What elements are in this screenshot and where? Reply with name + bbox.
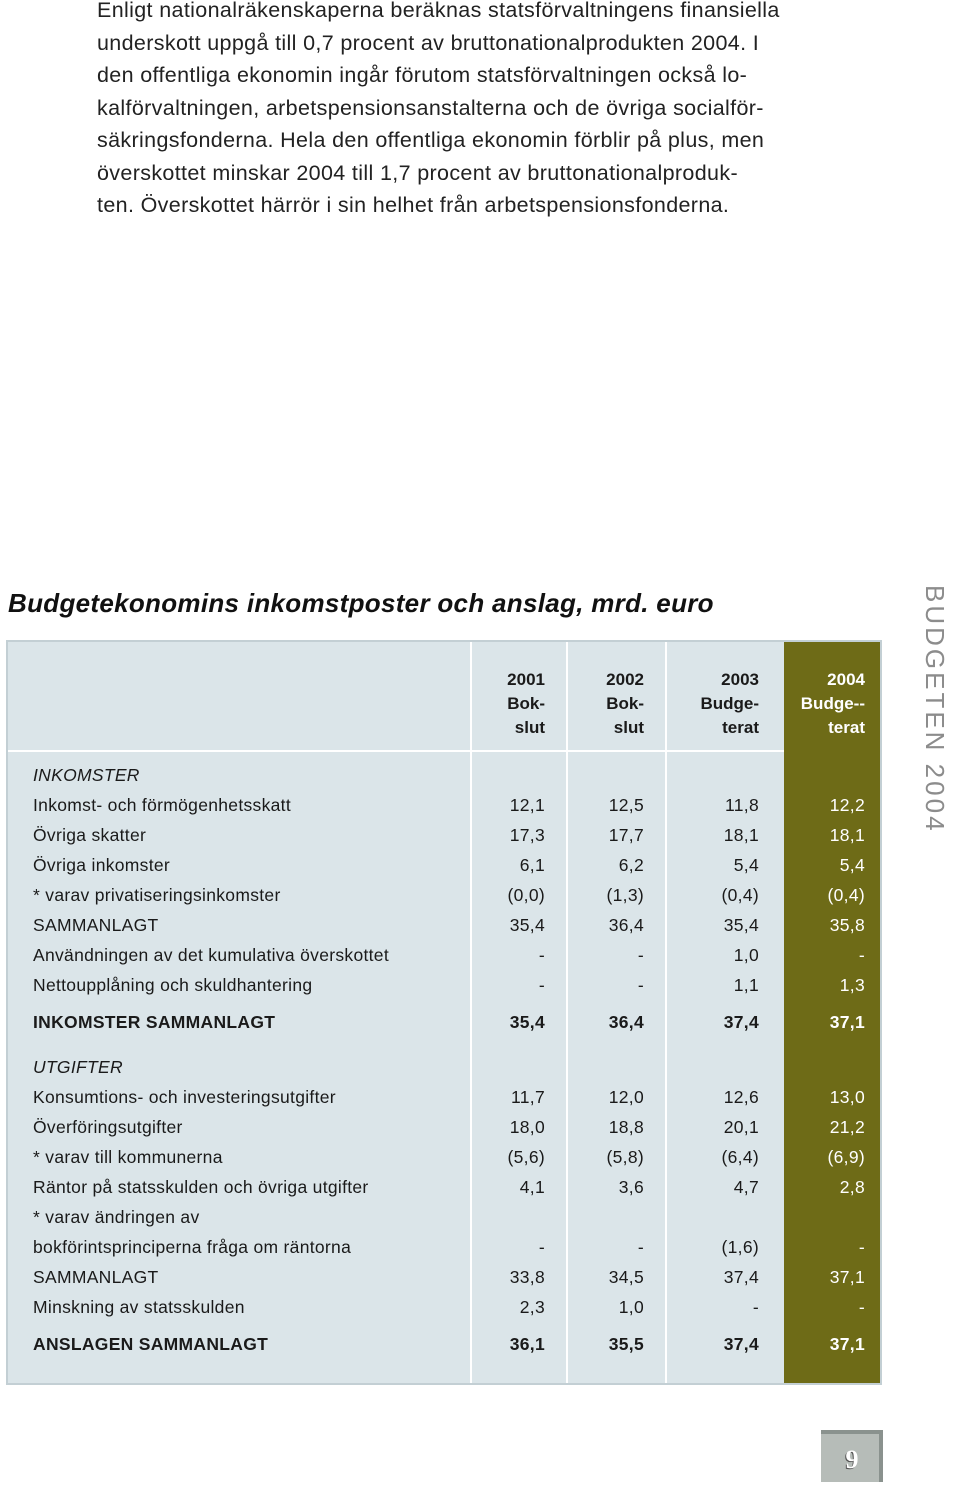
cell-value: 1,3 — [839, 975, 865, 995]
cell-value: (0,4) — [721, 885, 759, 905]
cell-value: 18,0 — [509, 1117, 545, 1137]
cell-value: 18,1 — [829, 825, 865, 845]
table-row — [8, 1267, 880, 1297]
cell-value: 37,4 — [723, 1334, 759, 1354]
page-number: 9 — [845, 1445, 859, 1474]
cell-value: 5,4 — [839, 855, 865, 875]
cell-value: 12,0 — [608, 1087, 644, 1107]
table-row — [8, 1057, 880, 1087]
column-header-2003: 2003 Budge- terat — [700, 670, 759, 737]
row-label: SAMMANLAGT — [33, 915, 159, 935]
cell-value: 11,8 — [725, 795, 759, 815]
cell-value: 21,2 — [829, 1117, 865, 1137]
cell-value: 6,2 — [618, 855, 644, 875]
cell-value: (5,6) — [507, 1147, 545, 1167]
intro-paragraph — [97, 0, 887, 222]
cell-value: 1,1 — [733, 975, 759, 995]
row-label: * varav privatiseringsinkomster — [33, 885, 281, 905]
row-label: SAMMANLAGT — [33, 1267, 159, 1287]
row-label: Nettoupplåning och skuldhantering — [33, 975, 313, 995]
column-header-2004: 2004 Budge-- terat — [800, 670, 865, 737]
table-row — [8, 945, 880, 975]
cell-value: 36,4 — [608, 1012, 644, 1032]
row-label: Minskning av statsskulden — [33, 1297, 245, 1317]
cell-value: (1,6) — [721, 1237, 759, 1257]
cell-value: (5,8) — [606, 1147, 644, 1167]
cell-value: 37,1 — [829, 1012, 865, 1032]
table-row — [8, 765, 880, 795]
cell-value: 37,4 — [723, 1012, 759, 1032]
cell-value: 11,7 — [511, 1087, 545, 1107]
cell-value: 13,0 — [829, 1087, 865, 1107]
table-row — [8, 1117, 880, 1147]
row-label: Övriga inkomster — [33, 855, 171, 875]
intro-line: säkringsfonderna. Hela den offentliga ekonomin förblir på plus, men — [97, 128, 765, 152]
cell-value: 37,1 — [829, 1334, 865, 1354]
intro-line: kalförvaltningen, arbetspensionsanstalterna och de övriga socialför- — [97, 95, 764, 120]
table-row — [8, 1012, 880, 1042]
cell-value: 2,8 — [839, 1177, 865, 1197]
row-label: Räntor på statsskulden och övriga utgifter — [33, 1177, 369, 1197]
cell-value: 12,5 — [608, 795, 644, 815]
cell-value: 5,4 — [733, 855, 759, 875]
cell-value: 17,3 — [509, 825, 545, 845]
cell-value: 2,3 — [519, 1297, 545, 1317]
table-row — [8, 825, 880, 855]
cell-value: 18,1 — [723, 825, 759, 845]
cell-value: - — [538, 975, 545, 995]
intro-line: underskott uppgå till 0,7 procent av bruttonationalprodukten 2004. I — [97, 30, 760, 55]
cell-value: (1,3) — [606, 885, 644, 905]
cell-value: 35,4 — [723, 915, 759, 935]
cell-value: - — [637, 945, 644, 965]
cell-value: 1,0 — [618, 1297, 644, 1317]
row-label: ANSLAGEN SAMMANLAGT — [33, 1334, 269, 1354]
cell-value: 36,4 — [608, 915, 644, 935]
intro-line: ten. Överskottet härrör i sin helhet från arbetspensionsfonderna. — [97, 193, 730, 217]
table-row — [8, 1177, 880, 1207]
cell-value: 37,1 — [829, 1267, 865, 1287]
cell-value: 34,5 — [608, 1267, 644, 1287]
cell-value: 20,1 — [723, 1117, 759, 1137]
table-row — [8, 1237, 880, 1267]
row-label: Övriga skatter — [33, 825, 147, 845]
table-row — [8, 1207, 880, 1237]
cell-value: 3,6 — [618, 1177, 644, 1197]
table-row — [8, 1087, 880, 1117]
cell-value: - — [858, 1297, 865, 1317]
cell-value: (6,4) — [721, 1147, 759, 1167]
table-title: Budgetekonomins inkomstposter och anslag, mrd. euro — [8, 588, 714, 618]
cell-value: 35,4 — [509, 1012, 545, 1032]
table-row — [8, 1334, 880, 1364]
cell-value: 35,5 — [608, 1334, 644, 1354]
header-divider — [8, 750, 784, 752]
cell-value: 12,1 — [509, 795, 545, 815]
row-label: Inkomst- och förmögenhetsskatt — [33, 795, 291, 815]
cell-value: - — [752, 1297, 759, 1317]
cell-value: 4,1 — [519, 1177, 545, 1197]
row-label: UTGIFTER — [33, 1057, 123, 1077]
table-row — [8, 855, 880, 885]
cell-value: - — [538, 1237, 545, 1257]
cell-value: 6,1 — [519, 855, 545, 875]
row-label: INKOMSTER — [33, 765, 140, 785]
row-label: bokförintsprinciperna fråga om räntorna — [33, 1237, 352, 1257]
cell-value: (0,4) — [827, 885, 865, 905]
cell-value: 35,4 — [509, 915, 545, 935]
cell-value: - — [637, 1237, 644, 1257]
column-header-2001: 2001 Bok- slut — [507, 670, 545, 737]
row-label: Överföringsutgifter — [33, 1117, 183, 1137]
cell-value: 37,4 — [723, 1267, 759, 1287]
row-label: Konsumtions- och investeringsutgifter — [33, 1087, 336, 1107]
table-row — [8, 795, 880, 825]
table-row — [8, 975, 880, 1005]
row-label: * varav ändringen av — [33, 1207, 200, 1227]
cell-value: 18,8 — [608, 1117, 644, 1137]
row-label: Användningen av det kumulativa överskottet — [33, 945, 390, 965]
side-label: BUDGETEN 2004 — [920, 585, 950, 834]
cell-value: (6,9) — [827, 1147, 865, 1167]
column-header-2002: 2002 Bok- slut — [606, 670, 644, 737]
cell-value: 12,6 — [723, 1087, 759, 1107]
table-row — [8, 885, 880, 915]
table-row — [8, 915, 880, 945]
table-row — [8, 1297, 880, 1327]
intro-line: överskottet minskar 2004 till 1,7 procent av bruttonationalproduk- — [97, 160, 738, 185]
row-label: * varav till kommunerna — [33, 1147, 223, 1167]
intro-line: den offentliga ekonomin ingår förutom statsförvaltningen också lo- — [97, 63, 748, 87]
cell-value: 12,2 — [829, 795, 865, 815]
intro-line: Enligt nationalräkenskaperna beräknas statsförvaltningens finansiella — [97, 0, 780, 22]
cell-value: 4,7 — [733, 1177, 759, 1197]
cell-value: - — [858, 1237, 865, 1257]
cell-value: (0,0) — [507, 885, 545, 905]
cell-value: - — [858, 945, 865, 965]
cell-value: - — [538, 945, 545, 965]
cell-value: 35,8 — [829, 915, 865, 935]
table-row — [8, 1147, 880, 1177]
cell-value: 17,7 — [608, 825, 644, 845]
cell-value: 33,8 — [509, 1267, 545, 1287]
cell-value: - — [637, 975, 644, 995]
cell-value: 36,1 — [509, 1334, 545, 1354]
cell-value: 1,0 — [733, 945, 759, 965]
row-label: INKOMSTER SAMMANLAGT — [33, 1012, 276, 1032]
budget-table — [6, 640, 882, 1385]
